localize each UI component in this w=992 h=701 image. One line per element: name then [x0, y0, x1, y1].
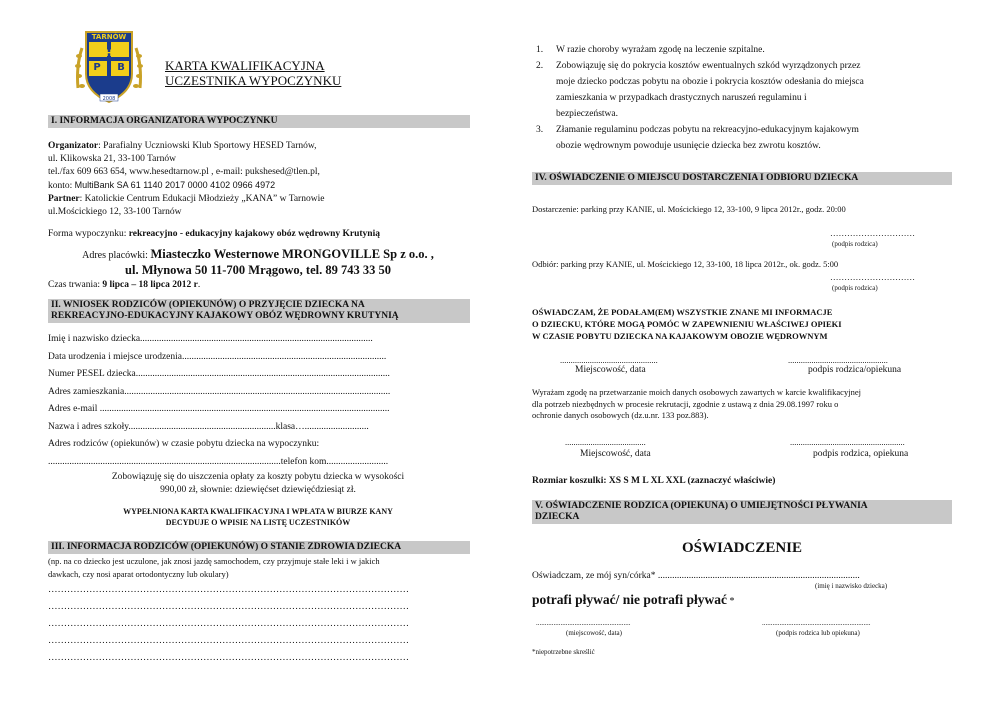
pickup-info: Odbiór: parking przy KANIE, ul. Mościckiego 12, 33-100, 18 lipca 2012r., ok. godz. 5:00: [532, 259, 839, 269]
svg-text:P: P: [93, 62, 101, 73]
declaration-item: 2. Zobowiązuję się do pokrycia kosztów ewentualnych szkód wyrządzonych przez moje dziecko podczas pobytu na obozie i pokrycia kosztów odesłania do miejsca zamieszkania w przypadkach drastycznych naruszeń regulaminu i bezpieczeństwa.: [536, 61, 864, 119]
info-statement: OŚWIADCZAM, ŻE PODAŁAM(EM) WSZYSTKIE ZNANE MI INFORMACJE O DZIECKU, KTÓRE MOGĄ POMÓC W ZAPEWNIENIU WŁAŚCIWEJ OPIEKI W CZASIE POBYTU DZIECKA NA KAJAKOWYM OBOZIE WĘDROWNYM: [532, 307, 842, 341]
statement-place-line[interactable]: ..............................................: [560, 355, 658, 365]
section-5-header: V. OŚWIADCZENIE RODZICA (OPIEKUNA) O UMIEJĘTNOŚCI PŁYWANIA DZIECKA: [532, 500, 952, 524]
swim-sign-line[interactable]: ..............................................................: [762, 619, 871, 627]
section-1-header: I. INFORMACJA ORGANIZATORA WYPOCZYNKU: [48, 115, 470, 128]
child-name-field[interactable]: Imię i nazwisko dziecka..................................................................................................: [48, 334, 373, 344]
pickup-signature-line[interactable]: …………………………: [830, 272, 915, 282]
swim-child-hint: (imię i nazwisko dziecka): [815, 582, 888, 590]
school-field[interactable]: Nazwa i adres szkoły..............................................................klasa…...........................: [48, 421, 369, 432]
dropoff-signature-line[interactable]: …………………………: [830, 228, 915, 238]
declaration-item: 1. W razie choroby wyrażam zgodę na leczenie szpitalne.: [536, 45, 765, 55]
section-2-header: II. WNIOSEK RODZICÓW (OPIEKUNÓW) O PRZYJĘCIE DZIECKA NA REKREACYJNO-EDUKACYJNY KAJAKOWY OBÓZ WĘDROWNY KRUTYNIĄ: [48, 299, 470, 323]
tshirt-size[interactable]: Rozmiar koszulki: XS S M L XL XXL (zaznaczyć właściwie): [532, 476, 776, 486]
statement-sign-label: podpis rodzica/opiekuna: [808, 365, 902, 375]
swim-child-field[interactable]: Oświadczam, ze mój syn/córka* .....................................................................................: [532, 571, 860, 581]
footnote: *niepotrzebne skreślić: [532, 648, 595, 656]
dropoff-info: Dostarczenie: parking przy KANIE, ul. Mościckiego 12, 33-100, 9 lipca 2012r., godz. 20:00: [532, 204, 846, 214]
swim-statement-title: OŚWIADCZENIE: [681, 540, 803, 556]
dropoff-signature-label: (podpis rodzica): [832, 240, 878, 248]
camp-address: Adres placówki: Miasteczko Westernowe MRONGOVILLE Sp z o.o. , ul. Młynowa 50 11-700 Mrągowo, tel. 89 743 33 50: [82, 247, 434, 277]
phone-field[interactable]: ..................................................................................................telefon kom..........................: [48, 456, 389, 467]
child-fields[interactable]: [48, 331, 468, 471]
section-4-header: IV. OŚWIADCZENIE O MIEJSCU DOSTARCZENIA I ODBIORU DZIECKA: [532, 172, 952, 185]
data-consent: Wyrażam zgodę na przetwarzanie moich danych osobowych zawartych w karcie kwalifikacyjnej dla potrzeb niezbędnych w procesie rekrutacji, zgodnie z ustawą z dnia 29.08.1997 roku o ochronie danych osobowych (dz.u.nr. 133 poz.883).: [532, 387, 861, 420]
consent-sign-label: podpis rodzica, opiekuna: [813, 449, 909, 459]
registration-note: WYPEŁNIONA KARTA KWALIFIKACYJNA I WPŁATA W BIURZE KANY DECYDUJE O WPISIE NA LISTĘ UCZESTNIKÓW: [123, 507, 393, 527]
club-logo: [74, 26, 144, 106]
pesel-field[interactable]: Numer PESEL dziecka...........................................................................................................: [48, 369, 390, 379]
birth-field[interactable]: Data urodzenia i miejsce urodzenia......................................................................................: [48, 351, 387, 362]
email-field[interactable]: Adres e-mail ..........................................................................................................................: [48, 404, 390, 414]
form-title: KARTA KWALIFIKACYJNA UCZESTNIKA WYPOCZYNKU: [165, 58, 342, 88]
payment-note: Zobowiązuję się do uiszczenia opłaty za koszty pobytu dziecka w wysokości 990,00 zł, słownie: dziewięćset dziewięćdziesiąt zł.: [111, 472, 405, 495]
declarations-list: [532, 42, 962, 154]
swim-place-label: (miejscowość, data): [566, 629, 622, 637]
svg-text:2008: 2008: [102, 96, 116, 102]
swim-place-line[interactable]: ......................................................: [536, 619, 631, 627]
health-note: (np. na co dziecko jest uczulone, jak znosi jazdę samochodem, czy przyjmuje stałe leki i w jakich dawkach, czy nosi aparat ortodontyczny lub okulary): [48, 556, 380, 579]
swim-ability[interactable]: potrafi pływać/ nie potrafi pływać *: [532, 592, 735, 607]
swim-sign-label: (podpis rodzica lub opiekuna): [776, 629, 860, 637]
svg-text:B: B: [117, 62, 125, 73]
camp-duration: Czas trwania: 9 lipca – 18 lipca 2012 r.: [48, 280, 201, 290]
consent-sign-line[interactable]: ......................................................: [790, 437, 905, 447]
logo-arc-text: TARNÓW: [91, 33, 127, 41]
declaration-item: 3. Złamanie regulaminu podczas pobytu na rekreacyjno-edukacyjnym kajakowym obozie wędrownym powoduje usunięcie dziecka bez zwrotu kosztów.: [536, 125, 859, 151]
address-field[interactable]: Adres zamieszkania................................................................................................................: [48, 386, 391, 397]
svg-text:H: H: [105, 49, 113, 59]
section-3-header: III. INFORMACJA RODZICÓW (OPIEKUNÓW) O STANIE ZDROWIA DZIECKA: [48, 541, 470, 554]
parents-address-label: Adres rodziców (opiekunów) w czasie pobytu dziecka na wypoczynku:: [48, 439, 320, 449]
health-lines[interactable]: …………………………………………………………………………………………………… …………………………………………………………………………………………………… …………………………………………………………………………………………………… …………………………………………………………………………………………………… ……………………………………………………………………………………………………: [48, 585, 409, 663]
camp-form: Forma wypoczynku: rekreacyjno - edukacyjny kajakowy obóz wędrowny Krutynią: [48, 229, 380, 239]
organizer-info: Organizator: Parafialny Uczniowski Klub Sportowy HESED Tarnów, ul. Klikowska 21, 33-100 Tarnów tel./fax 609 663 654, www.hesedtarnow.pl , e-mail: pukshesed@tlen.pl, konto: MultiBank SA 61 1140 2017 0000 4102 0966 4972 Partner: Katolickie Centrum Edukacji Młodzieży „KANA” w Tarnowie ul.Mościckiego 12, 33-100 Tarnów: [48, 141, 325, 217]
statement-sign-line[interactable]: ...............................................: [788, 355, 888, 365]
consent-place-line[interactable]: ......................................: [565, 437, 646, 447]
pickup-signature-label: (podpis rodzica): [832, 284, 878, 292]
statement-place-label: Miejscowość, data: [575, 365, 646, 375]
consent-place-label: Miejscowość, data: [580, 449, 651, 459]
